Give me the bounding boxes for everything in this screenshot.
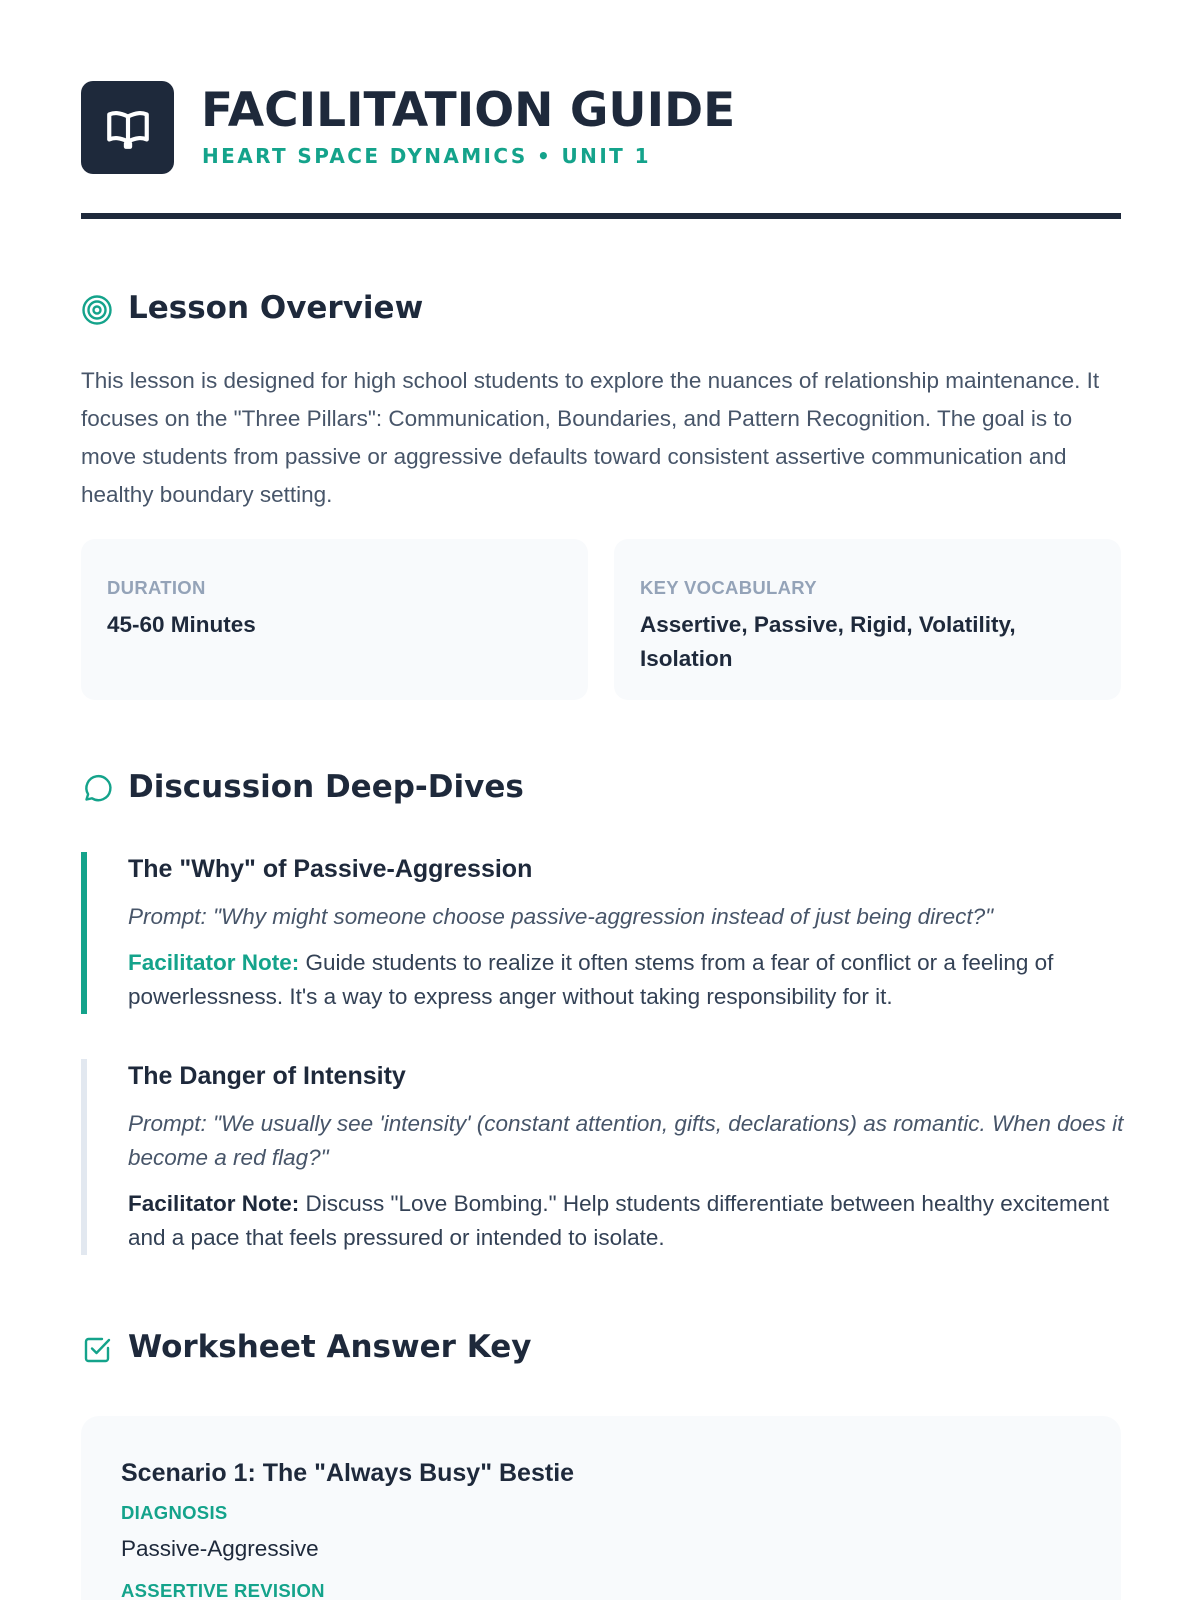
card-value: Assertive, Passive, Rigid, Volatility, Isolation xyxy=(640,612,1016,671)
note-label: Facilitator Note: xyxy=(128,950,300,975)
section-heading-discussion xyxy=(81,769,1121,809)
discussion-title: The Danger of Intensity xyxy=(128,1062,406,1090)
note-text: Discuss "Love Bombing." Help students differentiate between healthy excitement and a pace that feels pressured or intended to isolate. xyxy=(128,1191,1110,1250)
section-title: Discussion Deep-Dives xyxy=(128,769,524,805)
section-heading-worksheet xyxy=(81,1329,1121,1369)
discussion-prompt: Prompt: "We usually see 'intensity' (constant attention, gifts, declarations) as romantic. When does it become a red flag?" xyxy=(128,1111,1124,1170)
discussion-title: The "Why" of Passive-Aggression xyxy=(128,855,533,883)
page-title: FACILITATION GUIDE xyxy=(201,83,736,138)
overview-paragraph: This lesson is designed for high school students to explore the nuances of relationship maintenance. It focuses on the "Three Pillars": Communication, Boundaries, and Pattern Recognition. The goal is to move students from passive or aggressive defaults toward consistent assertive communication and healthy boundary setting. xyxy=(81,368,1100,507)
accent-bar xyxy=(81,852,87,1014)
card-label: KEY VOCABULARY xyxy=(640,577,817,598)
discussion-item xyxy=(81,852,1126,1014)
diagnosis-label: DIAGNOSIS xyxy=(121,1502,228,1523)
scenario-card xyxy=(81,1416,1121,1600)
revision-label: ASSERTIVE REVISION xyxy=(121,1580,325,1600)
note-text: Guide students to realize it often stems from a fear of conflict or a feeling of powerlessness. It's a way to express anger without taking responsibility for it. xyxy=(128,950,1054,1009)
duration-card xyxy=(81,539,588,700)
diagnosis-value: Passive-Aggressive xyxy=(121,1536,319,1561)
card-label: DURATION xyxy=(107,577,206,598)
vocabulary-card xyxy=(614,539,1121,700)
accent-bar xyxy=(81,1059,87,1255)
note-label: Facilitator Note: xyxy=(128,1191,300,1216)
page-subtitle: HEART SPACE DYNAMICS • UNIT 1 xyxy=(202,144,651,168)
logo-badge xyxy=(81,81,174,174)
section-title: Worksheet Answer Key xyxy=(128,1329,532,1365)
message-circle-icon xyxy=(81,773,113,805)
facilitator-note xyxy=(128,1187,1126,1255)
card-value: 45-60 Minutes xyxy=(107,612,256,637)
target-icon xyxy=(81,294,113,326)
check-square-icon xyxy=(81,1333,113,1365)
section-title: Lesson Overview xyxy=(128,290,424,326)
book-open-icon xyxy=(103,103,153,153)
document-header xyxy=(81,81,1121,221)
facilitator-note xyxy=(128,946,1126,1014)
scenario-title: Scenario 1: The "Always Busy" Bestie xyxy=(121,1459,575,1487)
discussion-item xyxy=(81,1059,1126,1255)
header-divider xyxy=(81,213,1121,219)
section-heading-overview xyxy=(81,290,1121,330)
discussion-prompt: Prompt: "Why might someone choose passive-aggression instead of just being direct?" xyxy=(128,904,994,929)
